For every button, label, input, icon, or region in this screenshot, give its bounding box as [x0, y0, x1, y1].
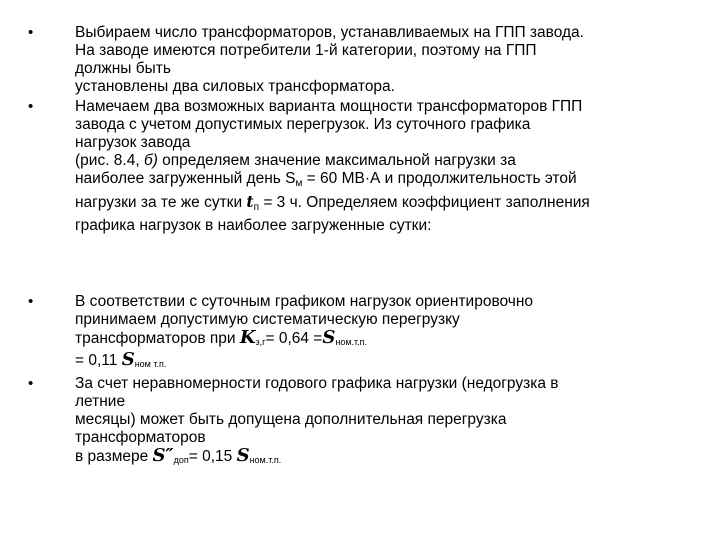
text-line	[75, 329, 712, 351]
bullet-icon: •	[28, 24, 34, 41]
bullet-icon: •	[28, 375, 34, 392]
text-line: месяцы) может быть допущена дополнительная перегрузка	[75, 411, 507, 428]
text-fragment: = 3 ч. Определяем коэффициент заполнения	[259, 194, 590, 211]
text-line: Выбираем число трансформаторов, устанавливаемых на ГПП завода.	[75, 24, 584, 41]
text-fragment: определяем значение максимальной нагрузки за	[157, 152, 516, 169]
text-line: В соответствии с суточным графиком нагрузок ориентировочно	[75, 293, 534, 310]
math-symbol-t: t	[246, 192, 254, 211]
bullet-list-bottom	[22, 293, 712, 471]
subscript: доп	[173, 455, 189, 465]
bullet-item-systematic-overload	[22, 293, 712, 373]
text-fragment: (рис. 8.4,	[75, 152, 144, 169]
text-line	[75, 193, 712, 217]
text-fragment: трансформаторов при	[75, 330, 240, 347]
math-symbol-s: S	[236, 445, 250, 466]
subscript: ном т.п.	[134, 359, 167, 369]
bullet-list-top	[22, 24, 712, 237]
text-fragment: наиболее загруженный день S	[75, 170, 296, 187]
text-fragment: = 0,15	[188, 448, 237, 465]
bullet-icon: •	[28, 293, 34, 310]
bullet-item-transformer-count	[22, 24, 712, 96]
text-line: принимаем допустимую систематическую перегрузку	[75, 311, 460, 328]
subscript: п	[253, 202, 260, 213]
text-line	[75, 170, 712, 193]
text-line: графика нагрузок в наиболее загруженные сутки:	[75, 217, 432, 234]
bullet-icon: •	[28, 98, 34, 115]
text-line	[75, 351, 712, 373]
math-symbol-s: S	[121, 349, 135, 370]
subscript: м	[295, 178, 303, 189]
text-line	[75, 152, 712, 170]
math-symbol-s-double-prime: S″	[152, 445, 174, 466]
bullet-item-power-variants	[22, 98, 712, 235]
math-symbol-s: S	[322, 327, 336, 348]
text-line: должны быть	[75, 60, 171, 77]
bullet-item-additional-overload	[22, 375, 712, 469]
text-line: трансформаторов	[75, 429, 206, 446]
subscript: ном.т.п.	[335, 337, 368, 347]
subscript: ном.т.п.	[249, 455, 282, 465]
text-fragment: = 0,64 =	[265, 330, 323, 347]
text-fragment: = 0,11	[75, 352, 122, 369]
math-symbol-k: K	[239, 327, 256, 348]
text-fragment: нагрузки за те же сутки	[75, 194, 247, 211]
text-line: летние	[75, 393, 126, 410]
text-line: нагрузок завода	[75, 134, 191, 151]
text-line: установлены два силовых трансформатора.	[75, 78, 395, 95]
text-fragment: = 60 МВ·А и продолжительность этой	[302, 170, 577, 187]
text-line: За счет неравномерности годового графика нагрузки (недогрузка в	[75, 375, 559, 392]
figure-ref-italic: б)	[143, 152, 158, 169]
text-line: На заводе имеются потребители 1-й категории, поэтому на ГПП	[75, 42, 537, 59]
text-fragment: в размере	[75, 448, 153, 465]
text-line: Намечаем два возможных варианта мощности трансформаторов ГПП	[75, 98, 583, 115]
text-line	[75, 447, 712, 469]
subscript: з,г	[255, 337, 266, 347]
text-line: завода с учетом допустимых перегрузок. Из суточного графика	[75, 116, 531, 133]
